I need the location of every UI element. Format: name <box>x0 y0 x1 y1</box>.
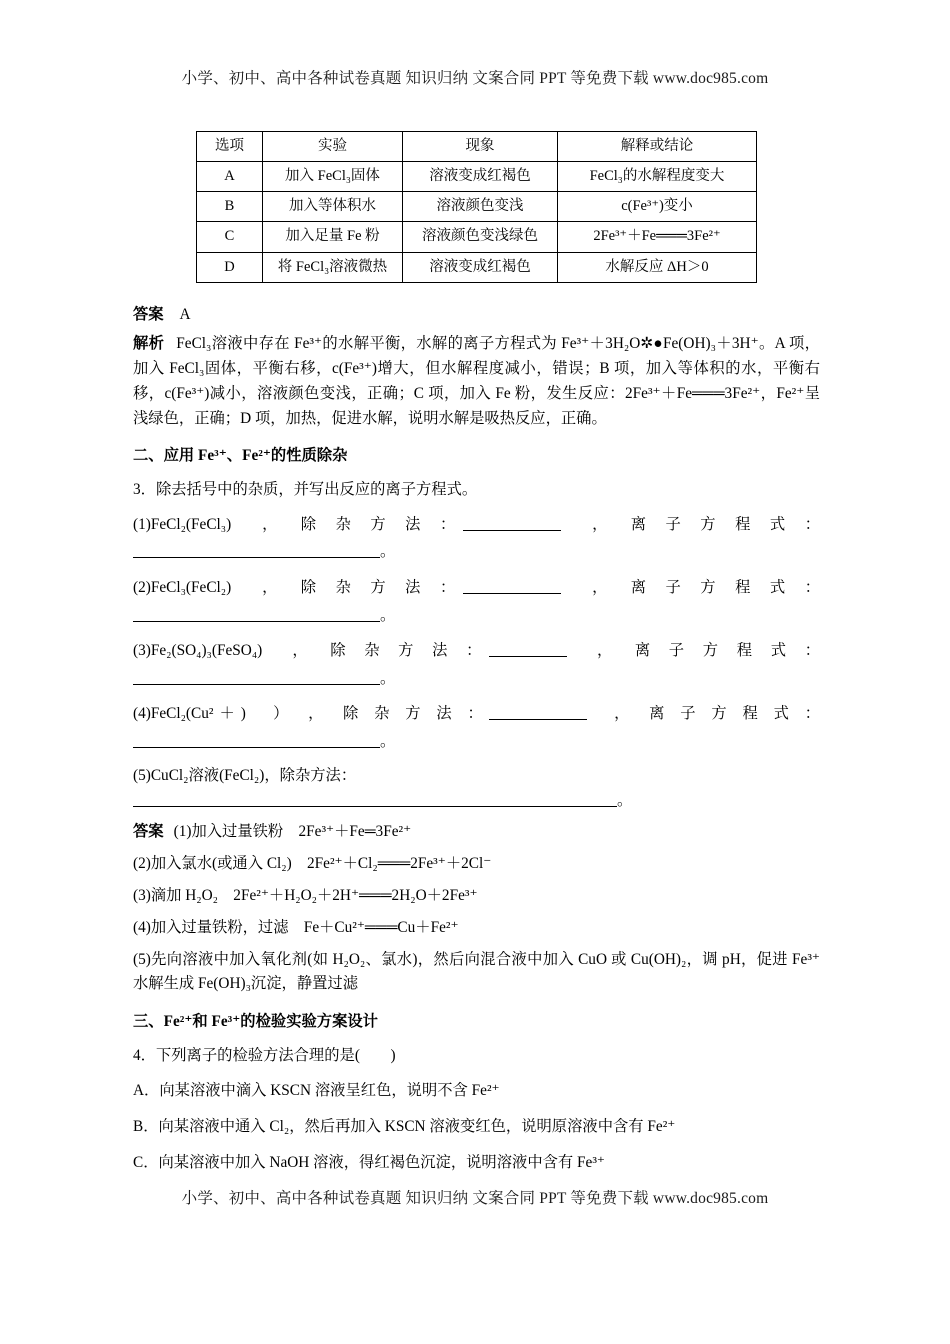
answer-3-2: (2)加入氯水(或通入 Cl₂) 2Fe²⁺＋Cl₂═══2Fe³⁺＋2Cl⁻ <box>133 855 492 873</box>
cell-option: C <box>197 222 263 252</box>
option-b[interactable]: B．向某溶液中通入 Cl₂，然后再加入 KSCN 溶液变红色，说明原溶液中含有 Fe²⁺ <box>133 1118 676 1136</box>
fill-item-3-line2: 。 <box>133 666 820 692</box>
cell-option: A <box>197 162 263 192</box>
answer-line <box>133 303 820 328</box>
fill-item-2-method-blank[interactable] <box>463 593 561 594</box>
cell-experiment: 加入等体积水 <box>263 192 403 222</box>
fill-item-5-formula: CuCl₂溶液(FeCl₂)， <box>150 766 280 784</box>
fill-item-3: (3)Fe₂(SO₄)₃(FeSO₄) ， 除 杂 方 法 ： ， 离 子 方 程 式 ： <box>133 641 820 659</box>
fill-item-3-equation-label: 离 子 方 程 式 ： <box>634 641 820 659</box>
table-row <box>197 192 757 222</box>
fill-item-2: (2)FeCl₃(FeCl₂) ， 除 杂 方 法 ： ， 离 子 方 程 式 ： <box>133 578 820 596</box>
fill-item-2-line2: 。 <box>133 603 820 629</box>
fill-item-4-formula: FeCl₂(Cu²＋) <box>150 704 246 722</box>
fill-item-1-method-label: 除 杂 方 法 ： <box>300 515 464 533</box>
table-row <box>197 252 757 282</box>
answer-3-3: (3)滴加 H₂O₂ 2Fe²⁺＋H₂O₂＋2H⁺═══2H₂O＋2Fe³⁺ <box>133 887 478 904</box>
fill-item-5-method-label: 除杂方法： <box>279 766 357 784</box>
answer-3-1: (1)加入过量铁粉 2Fe³⁺＋Fe═3Fe²⁺ <box>173 823 412 841</box>
cell-experiment: 加入 FeCl₃固体 <box>263 162 403 192</box>
fill-item-2-equation-blank[interactable] <box>133 621 380 622</box>
section-heading-3: 三、Fe²⁺和 Fe³⁺的检验实验方案设计 <box>133 1013 378 1031</box>
fill-item-4-method-label: 除 杂 方 法 ： <box>343 704 489 722</box>
fill-item-4-line2: 。 <box>133 729 820 755</box>
fill-item-1-num: (1) <box>133 515 151 533</box>
fill-item-2-method-label: 除 杂 方 法 ： <box>300 578 464 596</box>
answers-3-line-5 <box>133 948 820 998</box>
fill-item-3-formula: Fe₂(SO₄)₃(FeSO₄) <box>150 641 263 659</box>
column-header-conclusion: 解释或结论 <box>558 132 757 162</box>
analysis-label: 解析 <box>133 335 165 353</box>
fill-item-1-formula: FeCl₂(FeCl₃) <box>150 515 232 533</box>
cell-phenomenon: 溶液变成红褐色 <box>403 252 558 282</box>
fill-item-1-line2: 。 <box>133 539 820 565</box>
table-row <box>197 162 757 192</box>
question-3-text: ．除去括号中的杂质，并写出反应的离子方程式。 <box>140 480 478 498</box>
answer-label: 答案 <box>133 305 164 323</box>
option-a[interactable]: A．向某溶液中滴入 KSCN 溶液呈红色，说明不含 Fe²⁺ <box>133 1082 500 1100</box>
question-3 <box>133 478 820 503</box>
cell-option: B <box>197 192 263 222</box>
fill-item-5: (5)CuCl₂溶液(FeCl₂)，除杂方法：。 <box>133 766 633 809</box>
cell-conclusion: c(Fe³⁺)变小 <box>558 192 757 222</box>
fill-item-3-method-blank[interactable] <box>489 656 567 657</box>
cell-phenomenon: 溶液变成红褐色 <box>403 162 558 192</box>
question-3-number: 3 <box>133 480 141 498</box>
table-header-row <box>197 132 757 162</box>
analysis-text: FeCl₃溶液中存在 Fe³⁺的水解平衡，水解的离子方程式为 Fe³⁺＋3H₂O✲●Fe(OH)₃＋3H⁺。A 项，加入 FeCl₃固体，平衡右移，c(Fe³⁺)增大，但水解程度减小，错误；B 项，加入等体积的水，平衡右移，c(Fe³⁺)减小，溶液颜色变浅，正确；C 项，加入 Fe 粉，发生反应：2Fe³⁺＋Fe═══3Fe²⁺，Fe²⁺呈浅绿色，正确；D 项，加热，促进水解，说明水解是吸热反应，正确。 <box>133 335 820 427</box>
question-4-number: 4 <box>133 1046 141 1064</box>
cell-phenomenon: 溶液颜色变浅绿色 <box>403 222 558 252</box>
answer-3-5: (5)先向溶液中加入氧化剂(如 H₂O₂、氯水)，然后向混合液中加入 CuO 或 Cu(OH)₂，调 pH，促进 Fe³⁺水解生成 Fe(OH)₃沉淀，静置过滤 <box>133 950 820 993</box>
fill-item-3-method-label: 除 杂 方 法 ： <box>330 641 489 659</box>
analysis-paragraph <box>133 332 820 431</box>
answer-value: A <box>179 305 191 323</box>
fill-item-1-equation-blank[interactable] <box>133 557 380 558</box>
cell-option: D <box>197 252 263 282</box>
cell-experiment: 加入足量 Fe 粉 <box>263 222 403 252</box>
fill-item-4: (4)FeCl₂(Cu²＋) ） ， 除 杂 方 法 ： ， 离 子 方 程 式 ： <box>133 704 820 722</box>
fill-item-3-equation-blank[interactable] <box>133 684 380 685</box>
column-header-experiment: 实验 <box>263 132 403 162</box>
fill-item-2-num: (2) <box>133 578 151 596</box>
fill-item-1: (1)FeCl₂(FeCl₃) ， 除 杂 方 法 ： ， 离 子 方 程 式 ： <box>133 515 820 533</box>
fill-item-5-method-blank[interactable] <box>133 806 617 807</box>
fill-item-5-num: (5) <box>133 766 151 784</box>
question-4 <box>133 1044 820 1069</box>
answers-3-line-3 <box>133 884 820 909</box>
answers-3-label: 答案 <box>133 823 164 841</box>
column-header-phenomenon: 现象 <box>403 132 558 162</box>
fill-item-4-equation-blank[interactable] <box>133 747 380 748</box>
table-row <box>197 222 757 252</box>
fill-item-4-num: (4) <box>133 704 151 722</box>
fill-item-4-method-blank[interactable] <box>489 719 587 720</box>
fill-item-1-equation-label: 离 子 方 程 式 ： <box>630 515 820 533</box>
cell-experiment: 将 FeCl₃溶液微热 <box>263 252 403 282</box>
fill-item-3-num: (3) <box>133 641 151 659</box>
cell-conclusion: FeCl₃的水解程度变大 <box>558 162 757 192</box>
cell-phenomenon: 溶液颜色变浅 <box>403 192 558 222</box>
fill-item-2-formula: FeCl₃(FeCl₂) <box>150 578 232 596</box>
page-content <box>133 131 820 1176</box>
fill-item-1-method-blank[interactable] <box>463 530 561 531</box>
option-c[interactable]: C．向某溶液中加入 NaOH 溶液，得红褐色沉淀，说明溶液中含有 Fe³⁺ <box>133 1153 605 1171</box>
cell-conclusion: 2Fe³⁺＋Fe═══3Fe²⁺ <box>558 222 757 252</box>
page-footer: 小学、初中、高中各种试卷真题 知识归纳 文案合同 PPT 等免费下载 www.doc985.com <box>181 1190 769 1207</box>
answer-3-4: (4)加入过量铁粉，过滤 Fe＋Cu²⁺═══Cu＋Fe²⁺ <box>133 918 459 936</box>
answers-3-line-1 <box>133 820 820 845</box>
page-header: 小学、初中、高中各种试卷真题 知识归纳 文案合同 PPT 等免费下载 www.doc985.com <box>181 70 769 87</box>
options-table <box>196 131 757 283</box>
answers-3-line-2 <box>133 852 820 877</box>
column-header-option: 选项 <box>197 132 263 162</box>
section-heading-2: 二、应用 Fe³⁺、Fe²⁺的性质除杂 <box>133 447 348 465</box>
question-4-text: ．下列离子的检验方法合理的是( ) <box>140 1046 396 1064</box>
fill-item-4-equation-label: 离 子 方 程 式 ： <box>649 704 820 722</box>
cell-conclusion: 水解反应 ΔH＞0 <box>558 252 757 282</box>
fill-item-2-equation-label: 离 子 方 程 式 ： <box>630 578 820 596</box>
answers-3-line-4 <box>133 916 820 941</box>
